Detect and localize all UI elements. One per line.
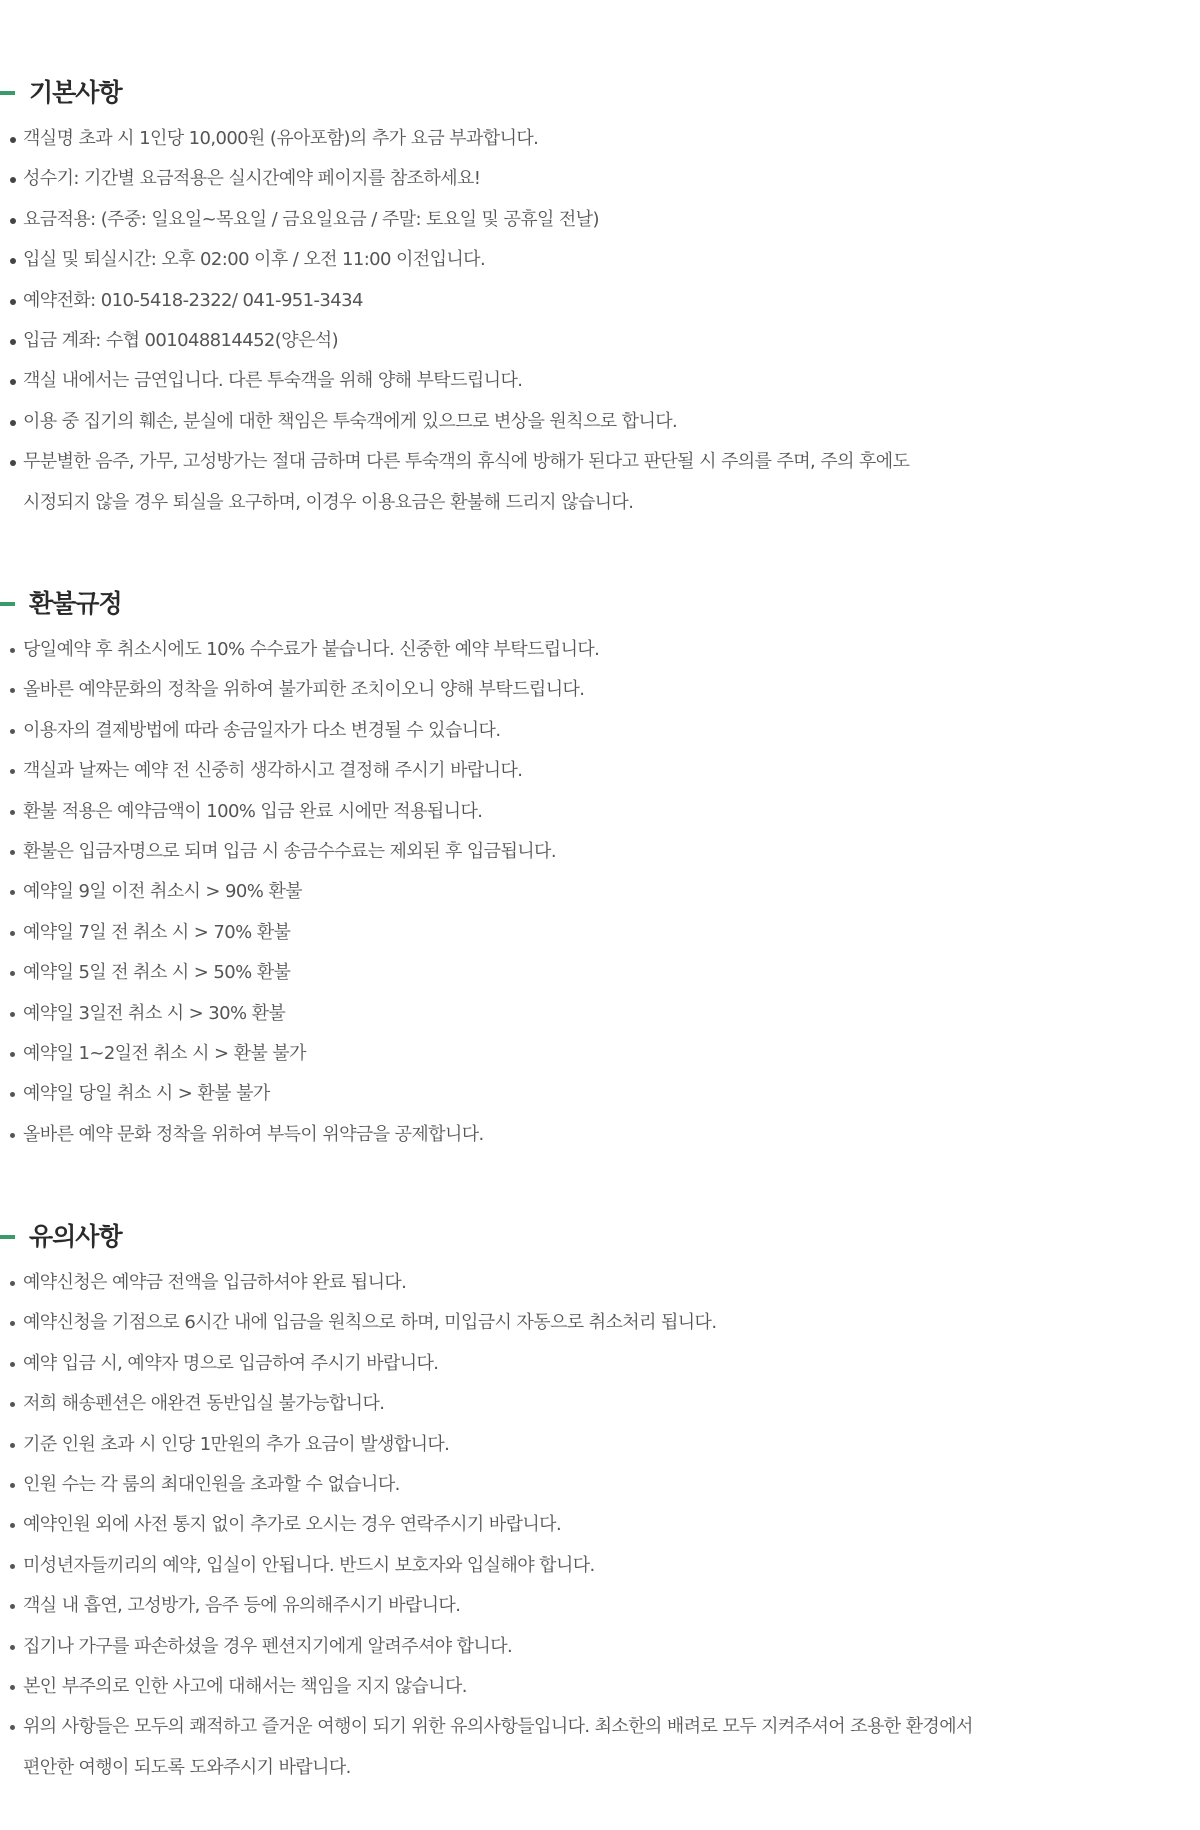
accent-bar bbox=[0, 1235, 15, 1239]
bullet-icon bbox=[10, 1092, 15, 1097]
basic-info-list bbox=[0, 119, 1200, 523]
bullet-icon bbox=[10, 729, 15, 734]
list-item: 저희 해송펜션은 애완견 동반입실 불가능합니다. bbox=[0, 1384, 1200, 1424]
section-title: 기본사항 bbox=[29, 78, 122, 107]
list-item: 미성년자들끼리의 예약, 입실이 안됩니다. 반드시 보호자와 입실해야 합니다. bbox=[0, 1546, 1200, 1586]
bullet-icon bbox=[10, 1362, 15, 1367]
bullet-icon bbox=[10, 420, 16, 426]
accent-bar bbox=[0, 602, 15, 606]
section-refund-policy bbox=[0, 584, 1200, 1145]
bullet-icon bbox=[10, 688, 15, 693]
list-item: 집기나 가구를 파손하셨을 경우 펜션지기에게 알려주셔야 합니다. bbox=[0, 1627, 1200, 1667]
list-item: 예약신청은 예약금 전액을 입금하셔야 완료 됩니다. bbox=[0, 1263, 1200, 1303]
bullet-icon bbox=[10, 1133, 15, 1138]
bullet-icon bbox=[10, 1012, 15, 1017]
list-item-continuation: 편안한 여행이 되도록 도와주시기 바랍니다. bbox=[23, 1756, 351, 1778]
bullet-icon bbox=[10, 460, 16, 466]
list-item: 환불은 입금자명으로 되며 입금 시 송금수수료는 제외된 후 입금됩니다. bbox=[0, 832, 1200, 872]
list-item: 올바른 예약문화의 정착을 위하여 불가피한 조치이오니 양해 부탁드립니다. bbox=[0, 670, 1200, 710]
bullet-icon bbox=[10, 379, 16, 385]
bullet-icon bbox=[10, 1402, 15, 1407]
bullet-icon bbox=[10, 890, 15, 895]
bullet-icon bbox=[10, 931, 15, 936]
list-item: 무분별한 음주, 가무, 고성방가는 절대 금하며 다른 투숙객의 휴식에 방해가 된다고 판단될 시 주의를 주며, 주의 후에도 시정되지 않을 경우 퇴실을 요구하며, 이경우 이용요금은 환불해 드리지 않습니다. bbox=[0, 442, 1200, 523]
list-item: 예약일 당일 취소 시 > 환불 불가 bbox=[0, 1074, 1200, 1114]
list-item: 예약일 5일 전 취소 시 > 50% 환불 bbox=[0, 953, 1200, 993]
bullet-icon bbox=[10, 1645, 15, 1650]
bullet-icon bbox=[10, 299, 16, 305]
bullet-icon bbox=[10, 1443, 15, 1448]
section-title: 유의사항 bbox=[29, 1222, 122, 1251]
precautions-list bbox=[0, 1263, 1200, 1788]
list-item: 이용자의 결제방법에 따라 송금일자가 다소 변경될 수 있습니다. bbox=[0, 711, 1200, 751]
list-item: 예약일 9일 이전 취소시 > 90% 환불 bbox=[0, 872, 1200, 912]
list-item: 기준 인원 초과 시 인당 1만원의 추가 요금이 발생합니다. bbox=[0, 1425, 1200, 1465]
bullet-icon bbox=[10, 769, 15, 774]
list-item: 인원 수는 각 룸의 최대인원을 초과할 수 없습니다. bbox=[0, 1465, 1200, 1505]
bullet-icon bbox=[10, 1483, 15, 1488]
bullet-icon bbox=[10, 971, 15, 976]
section-title: 환불규정 bbox=[29, 589, 122, 618]
list-item: 입금 계좌: 수협 001048814452(양은석) bbox=[0, 321, 1200, 361]
bullet-icon bbox=[10, 137, 16, 143]
list-item: 예약인원 외에 사전 통지 없이 추가로 오시는 경우 연락주시기 바랍니다. bbox=[0, 1505, 1200, 1545]
list-item-continuation: 시정되지 않을 경우 퇴실을 요구하며, 이경우 이용요금은 환불해 드리지 않습니다. bbox=[23, 491, 634, 513]
bullet-icon bbox=[10, 1564, 15, 1569]
list-item: 예약 입금 시, 예약자 명으로 입금하여 주시기 바랍니다. bbox=[0, 1344, 1200, 1384]
list-item: 예약일 7일 전 취소 시 > 70% 환불 bbox=[0, 913, 1200, 953]
bullet-icon bbox=[10, 1052, 15, 1057]
bullet-icon bbox=[10, 339, 16, 345]
list-item: 환불 적용은 예약금액이 100% 입금 완료 시에만 적용됩니다. bbox=[0, 792, 1200, 832]
section-header bbox=[0, 73, 1200, 113]
bullet-icon bbox=[10, 218, 16, 224]
bullet-icon bbox=[10, 810, 15, 815]
bullet-icon bbox=[10, 850, 15, 855]
section-precautions bbox=[0, 1217, 1200, 1778]
list-item: 요금적용: (주중: 일요일~목요일 / 금요일요금 / 주말: 토요일 및 공휴일 전날) bbox=[0, 200, 1200, 240]
list-item: 본인 부주의로 인한 사고에 대해서는 책임을 지지 않습니다. bbox=[0, 1667, 1200, 1707]
list-item: 객실과 날짜는 예약 전 신중히 생각하시고 결정해 주시기 바랍니다. bbox=[0, 751, 1200, 791]
bullet-icon bbox=[10, 1604, 15, 1609]
list-item: 객실 내 흡연, 고성방가, 음주 등에 유의해주시기 바랍니다. bbox=[0, 1586, 1200, 1626]
bullet-icon bbox=[10, 1523, 15, 1528]
list-item: 예약전화: 010-5418-2322/ 041-951-3434 bbox=[0, 281, 1200, 321]
list-item: 객실명 초과 시 1인당 10,000원 (유아포함)의 추가 요금 부과합니다. bbox=[0, 119, 1200, 159]
list-item: 예약일 3일전 취소 시 > 30% 환불 bbox=[0, 994, 1200, 1034]
section-basic-info bbox=[0, 73, 1200, 513]
bullet-icon bbox=[10, 258, 16, 264]
bullet-icon bbox=[10, 648, 15, 653]
list-item: 예약일 1~2일전 취소 시 > 환불 불가 bbox=[0, 1034, 1200, 1074]
bullet-icon bbox=[10, 1685, 15, 1690]
bullet-icon bbox=[10, 1725, 15, 1730]
section-header bbox=[0, 1217, 1200, 1257]
bullet-icon bbox=[10, 1281, 15, 1286]
list-item: 이용 중 집기의 훼손, 분실에 대한 책임은 투숙객에게 있으므로 변상을 원칙으로 합니다. bbox=[0, 402, 1200, 442]
bullet-icon bbox=[10, 177, 16, 183]
section-header bbox=[0, 584, 1200, 624]
list-item: 성수기: 기간별 요금적용은 실시간예약 페이지를 참조하세요! bbox=[0, 159, 1200, 199]
list-item: 객실 내에서는 금연입니다. 다른 투숙객을 위해 양해 부탁드립니다. bbox=[0, 361, 1200, 401]
list-item: 입실 및 퇴실시간: 오후 02:00 이후 / 오전 11:00 이전입니다. bbox=[0, 240, 1200, 280]
list-item: 올바른 예약 문화 정착을 위하여 부득이 위약금을 공제합니다. bbox=[0, 1115, 1200, 1155]
accent-bar bbox=[0, 91, 15, 95]
refund-policy-list bbox=[0, 630, 1200, 1155]
bullet-icon bbox=[10, 1321, 15, 1326]
list-item: 당일예약 후 취소시에도 10% 수수료가 붙습니다. 신중한 예약 부탁드립니다. bbox=[0, 630, 1200, 670]
list-item: 예약신청을 기점으로 6시간 내에 입금을 원칙으로 하며, 미입금시 자동으로 취소처리 됩니다. bbox=[0, 1303, 1200, 1343]
list-item: 위의 사항들은 모두의 쾌적하고 즐거운 여행이 되기 위한 유의사항들입니다. 최소한의 배려로 모두 지켜주셔어 조용한 환경에서 편안한 여행이 되도록 도와주시기 바랍니다. bbox=[0, 1707, 1200, 1788]
